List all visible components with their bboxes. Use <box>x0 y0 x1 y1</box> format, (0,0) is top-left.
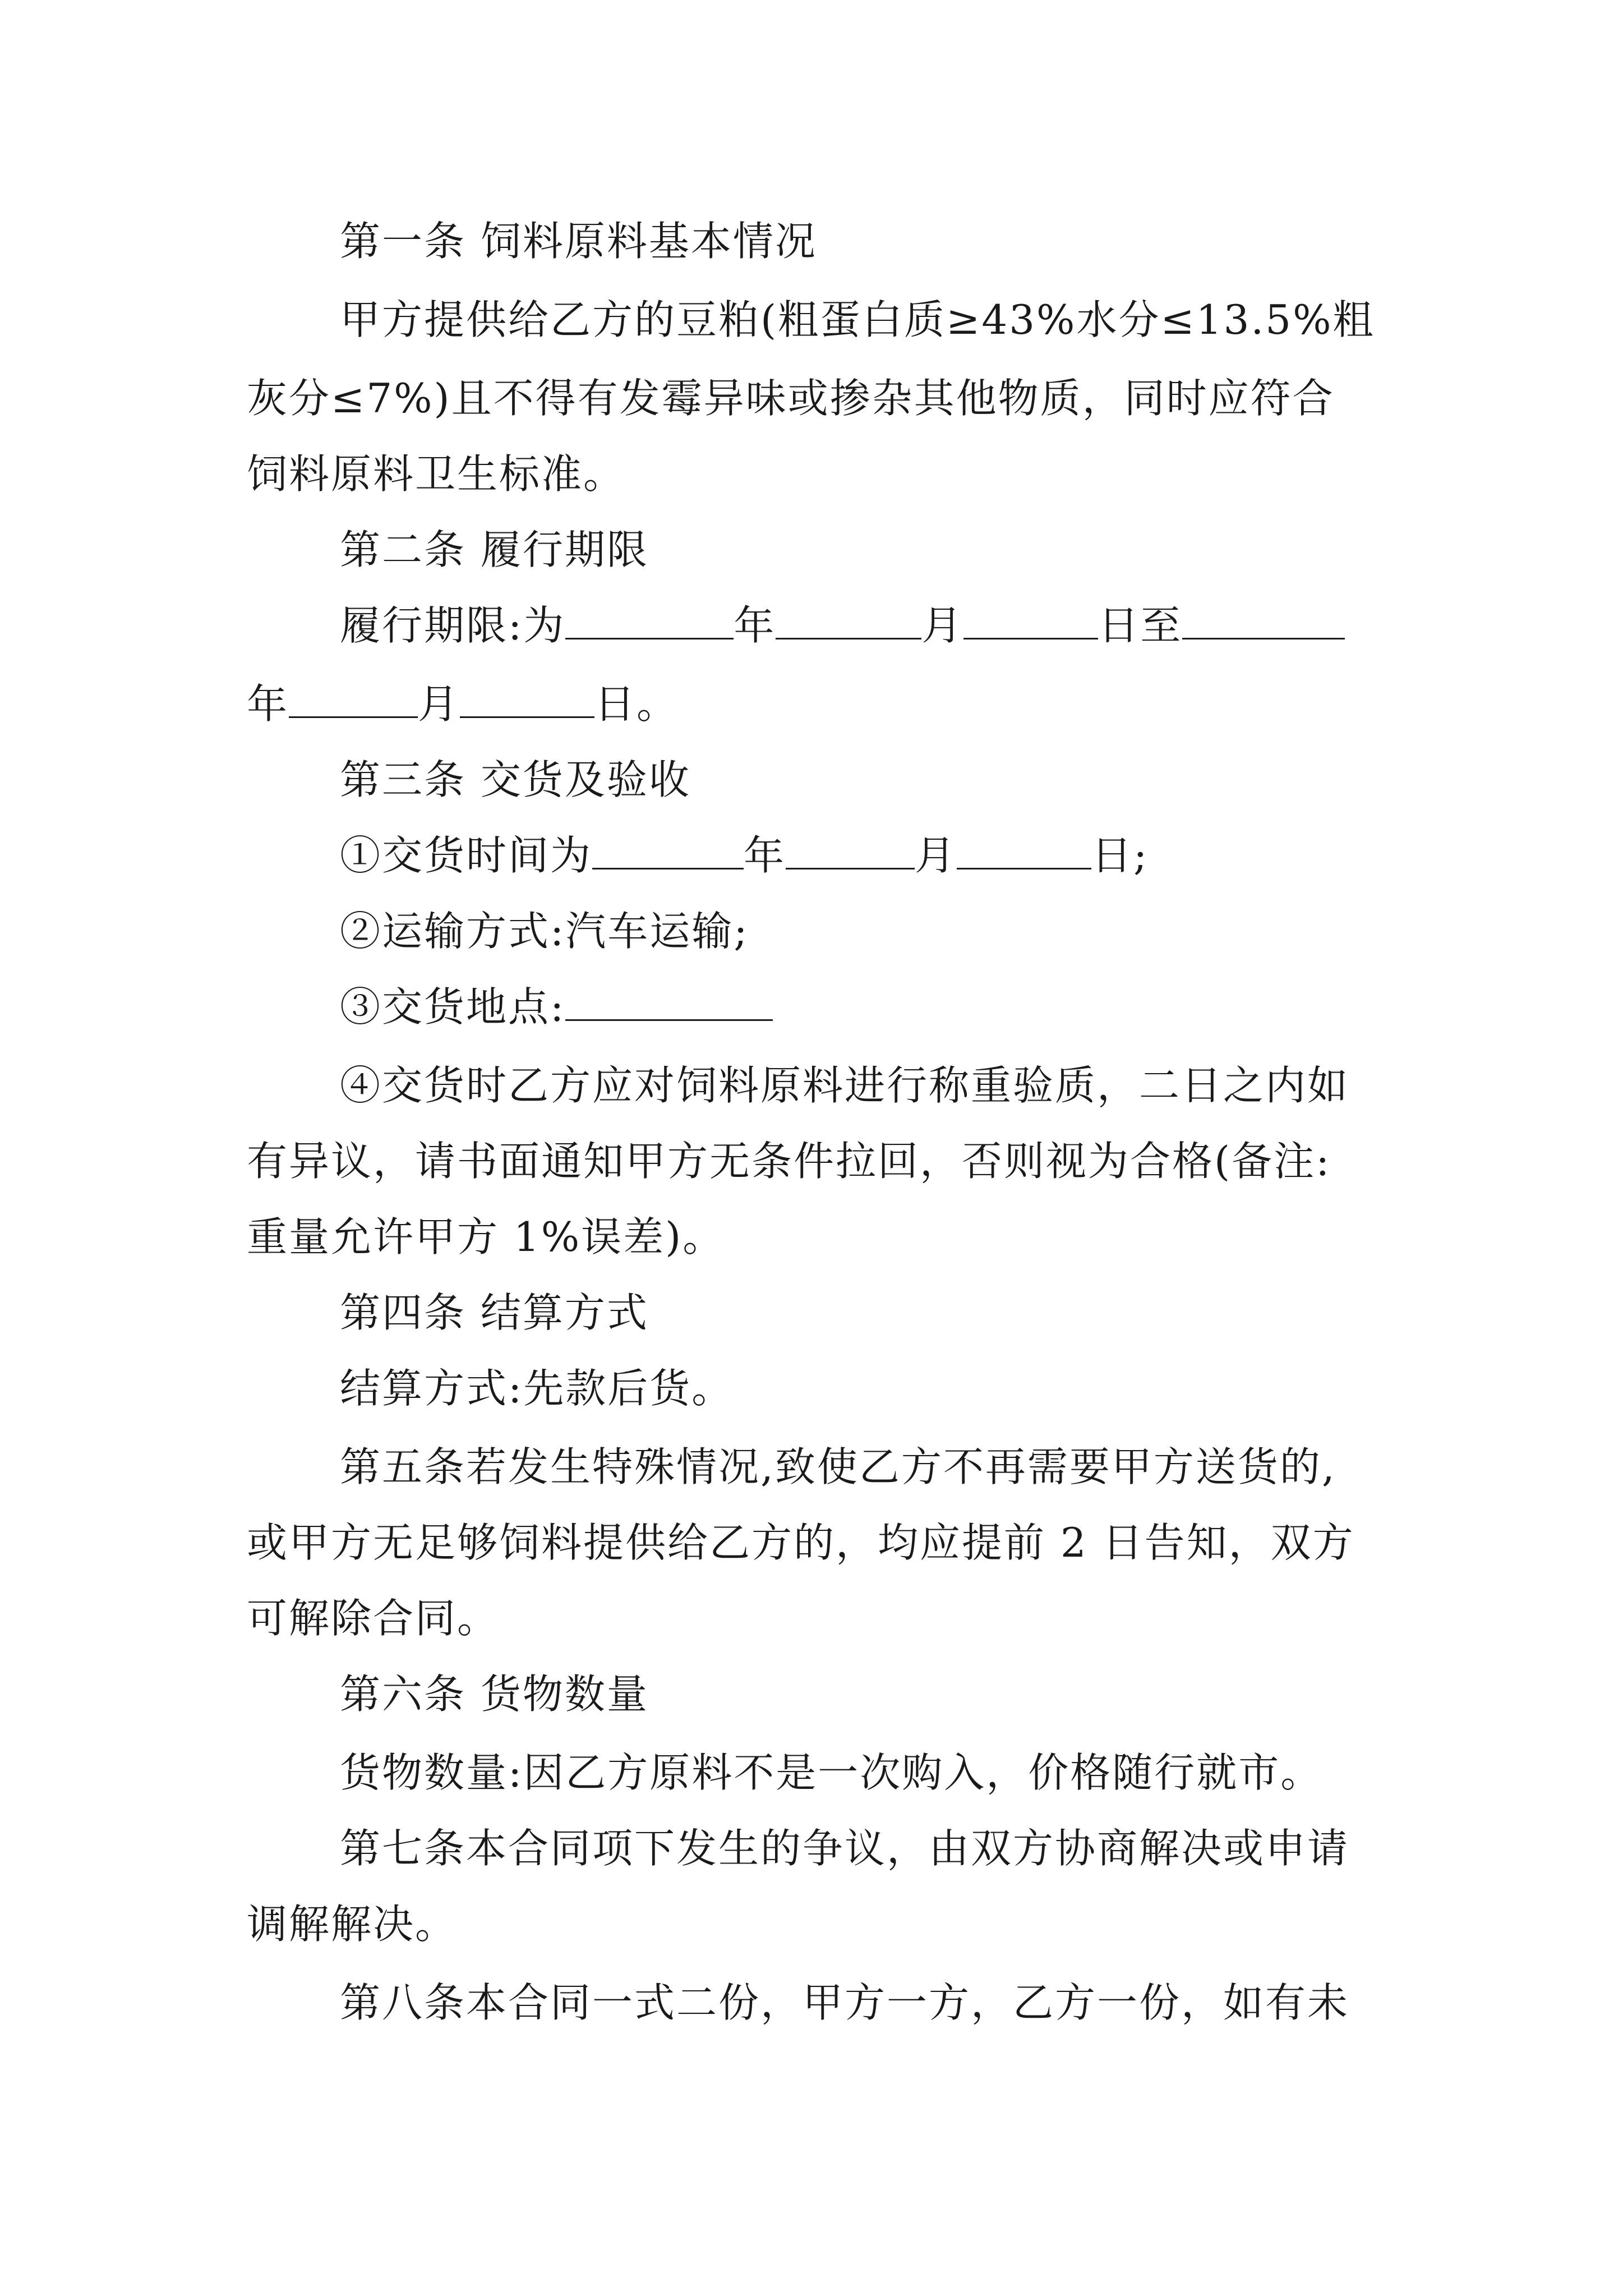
performance-period-line <box>340 600 1345 651</box>
article-5-line-3: 可解除合同。 <box>247 1595 500 1642</box>
delivery-month-blank <box>786 833 915 869</box>
article-8-line-1: 第八条本合同一式二份，甲方一方，乙方一份，如有未 <box>340 1979 1350 2026</box>
start-month-blank <box>776 603 921 639</box>
delivery-time-prefix: ①交货时间为 <box>340 832 593 879</box>
goods-quantity-line: 货物数量:因乙方原料不是一次购入，价格随行就市。 <box>340 1749 1323 1796</box>
inspection-line-2: 有异议，请书面通知甲方无条件拉回，否则视为合格(备注: <box>247 1138 1331 1185</box>
end-year-label: 年 <box>247 680 289 728</box>
article-1-text-line-1: 甲方提供给乙方的豆粕(粗蛋白质≥43%水分≤13.5%粗 <box>340 296 1375 343</box>
start-year-blank <box>565 603 734 639</box>
delivery-time-line <box>340 830 1149 881</box>
end-month-label: 月 <box>418 680 460 728</box>
delivery-day-label: 日; <box>1091 832 1149 879</box>
performance-period-prefix: 履行期限:为 <box>340 602 566 649</box>
start-day-blank <box>963 603 1098 639</box>
delivery-place-blank <box>565 984 773 1021</box>
article-4-title: 第四条 结算方式 <box>340 1289 649 1336</box>
delivery-place-prefix: ③交货地点: <box>340 983 566 1030</box>
performance-period-line-2 <box>247 679 679 729</box>
article-6-title: 第六条 货物数量 <box>340 1671 649 1718</box>
article-1-title: 第一条 饲料原料基本情况 <box>340 218 817 265</box>
delivery-place-line <box>340 982 773 1032</box>
delivery-month-label: 月 <box>915 832 957 879</box>
article-3-title: 第三条 交货及验收 <box>340 756 691 803</box>
article-1-text-line-3: 饲料原料卫生标准。 <box>247 450 626 498</box>
delivery-year-label: 年 <box>744 832 786 879</box>
inspection-line-3: 重量允许甲方 1%误差)。 <box>247 1213 725 1260</box>
end-year-blank <box>1182 603 1345 639</box>
start-day-to-label: 日至 <box>1098 602 1183 649</box>
article-7-line-1: 第七条本合同项下发生的争议，由双方协商解决或申请 <box>340 1825 1350 1872</box>
transport-method-line: ②运输方式:汽车运输; <box>340 908 749 955</box>
settlement-method-line: 结算方式:先款后货。 <box>340 1365 734 1412</box>
end-day-label: 日。 <box>594 680 679 728</box>
end-month-blank <box>289 682 418 718</box>
article-7-line-2: 调解解决。 <box>247 1901 458 1948</box>
article-1-text-line-2: 灰分≤7%)且不得有发霉异味或掺杂其他物质，同时应符合 <box>247 375 1335 422</box>
article-5-line-1: 第五条若发生特殊情况,致使乙方不再需要甲方送货的, <box>340 1443 1336 1490</box>
delivery-year-blank <box>592 833 744 869</box>
end-day-blank <box>460 682 594 718</box>
start-year-label: 年 <box>734 602 776 649</box>
inspection-line-1: ④交货时乙方应对饲料原料进行称重验质，二日之内如 <box>340 1062 1350 1109</box>
delivery-day-blank <box>957 833 1091 869</box>
article-2-title: 第二条 履行期限 <box>340 526 649 573</box>
start-month-label: 月 <box>921 602 964 649</box>
article-5-line-2: 或甲方无足够饲料提供给乙方的，均应提前 2 日告知，双方 <box>247 1519 1355 1566</box>
